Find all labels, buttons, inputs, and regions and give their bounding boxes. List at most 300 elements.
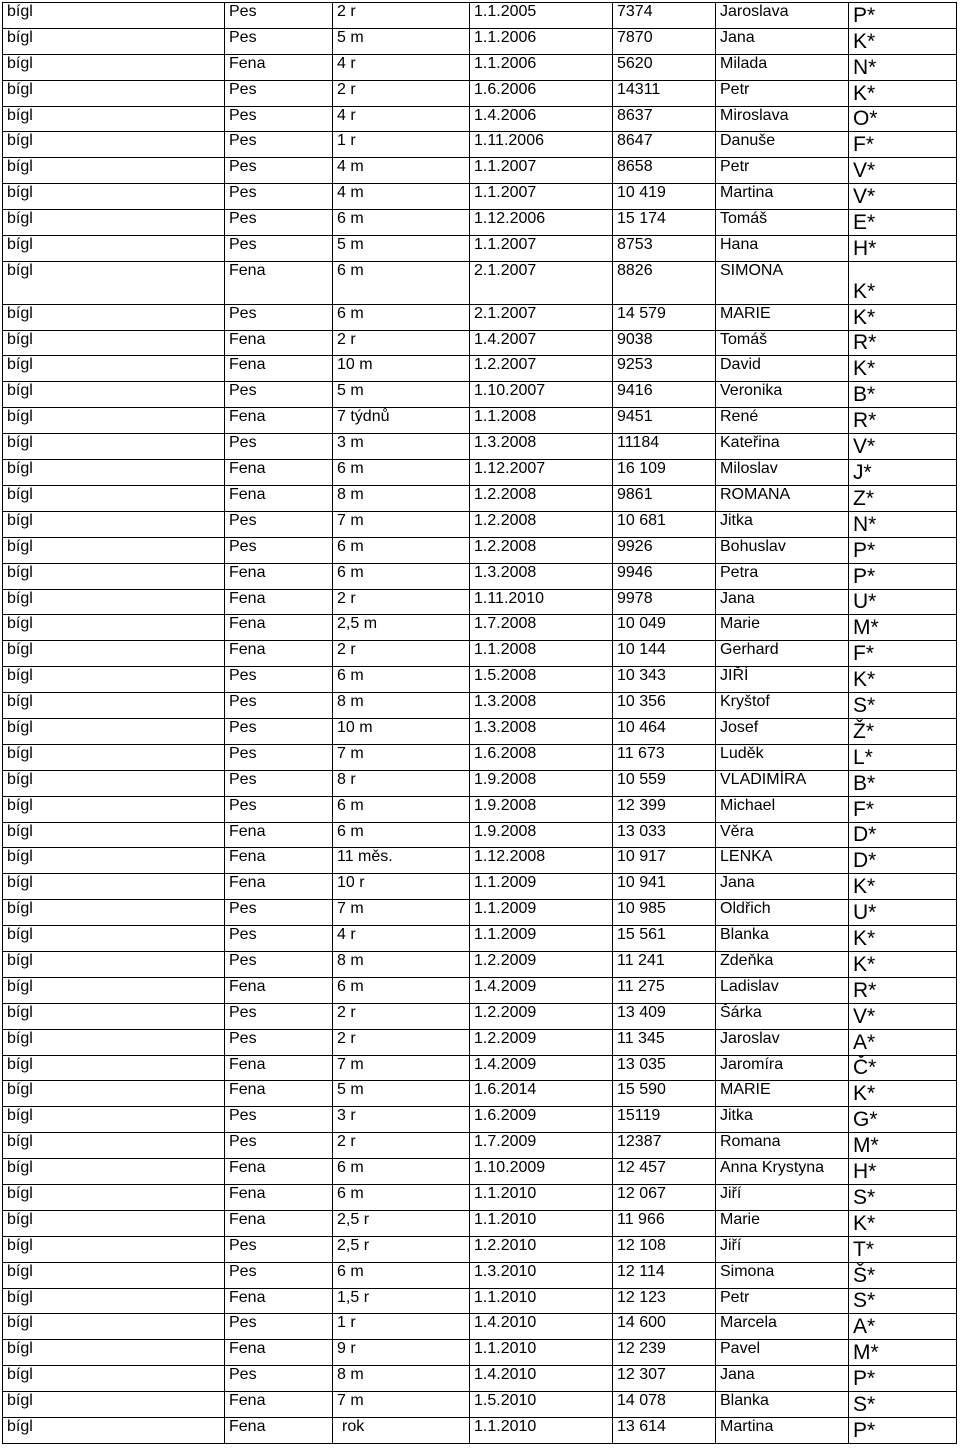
table-row: [3, 1314, 957, 1340]
number-cell: 10 356: [613, 693, 716, 719]
date-cell: 1.3.2010: [470, 1262, 613, 1288]
number-cell: 10 917: [613, 848, 716, 874]
age-cell: 1 r: [333, 1314, 470, 1340]
date-cell: 1.10.2007: [470, 382, 613, 408]
sex-cell: Fena: [225, 615, 333, 641]
number-cell: 12 114: [613, 1262, 716, 1288]
age-cell: 2 r: [333, 1003, 470, 1029]
mark-cell: A*: [849, 1314, 957, 1340]
sex-cell: Pes: [225, 951, 333, 977]
name-cell: Jitka: [716, 1107, 849, 1133]
name-cell: Jana: [716, 589, 849, 615]
breed-cell: bígl: [3, 158, 225, 184]
breed-cell: bígl: [3, 511, 225, 537]
number-cell: 8753: [613, 236, 716, 262]
table-row: [3, 54, 957, 80]
mark-cell: V*: [849, 434, 957, 460]
number-cell: 9978: [613, 589, 716, 615]
age-cell: 4 r: [333, 54, 470, 80]
breed-cell: bígl: [3, 563, 225, 589]
date-cell: 1.3.2008: [470, 563, 613, 589]
breed-cell: bígl: [3, 1314, 225, 1340]
number-cell: 13 033: [613, 822, 716, 848]
number-cell: 7374: [613, 3, 716, 29]
age-cell: 6 m: [333, 796, 470, 822]
breed-cell: bígl: [3, 822, 225, 848]
mark-cell: D*: [849, 822, 957, 848]
age-cell: 6 m: [333, 667, 470, 693]
age-cell: 2 r: [333, 3, 470, 29]
mark-cell: S*: [849, 1392, 957, 1418]
mark-cell: Š*: [849, 1262, 957, 1288]
age-cell: 2 r: [333, 1133, 470, 1159]
sex-cell: Pes: [225, 3, 333, 29]
name-cell: Martina: [716, 184, 849, 210]
mark-cell: U*: [849, 900, 957, 926]
number-cell: 11 345: [613, 1029, 716, 1055]
number-cell: 9416: [613, 382, 716, 408]
date-cell: 1.1.2010: [470, 1184, 613, 1210]
breed-cell: bígl: [3, 1236, 225, 1262]
breed-cell: bígl: [3, 718, 225, 744]
name-cell: René: [716, 408, 849, 434]
age-cell: 5 m: [333, 1081, 470, 1107]
age-cell: 6 m: [333, 210, 470, 236]
breed-cell: bígl: [3, 848, 225, 874]
age-cell: 8 r: [333, 770, 470, 796]
number-cell: 13 409: [613, 1003, 716, 1029]
number-cell: 10 049: [613, 615, 716, 641]
mark-cell: R*: [849, 408, 957, 434]
number-cell: 10 941: [613, 874, 716, 900]
sex-cell: Pes: [225, 1003, 333, 1029]
name-cell: Petr: [716, 80, 849, 106]
sex-cell: Pes: [225, 511, 333, 537]
name-cell: Luděk: [716, 744, 849, 770]
table-row: [3, 1236, 957, 1262]
table-row: [3, 951, 957, 977]
breed-cell: bígl: [3, 537, 225, 563]
age-cell: 4 m: [333, 184, 470, 210]
mark-cell: V*: [849, 158, 957, 184]
sex-cell: Fena: [225, 848, 333, 874]
name-cell: Jaromíra: [716, 1055, 849, 1081]
age-cell: 6 m: [333, 977, 470, 1003]
sex-cell: Pes: [225, 158, 333, 184]
date-cell: 2.1.2007: [470, 304, 613, 330]
table-row: [3, 744, 957, 770]
mark-cell: V*: [849, 184, 957, 210]
date-cell: 1.11.2010: [470, 589, 613, 615]
number-cell: 11 241: [613, 951, 716, 977]
mark-cell: K*: [849, 951, 957, 977]
number-cell: 14311: [613, 80, 716, 106]
sex-cell: Pes: [225, 28, 333, 54]
age-cell: 3 m: [333, 434, 470, 460]
mark-cell: P*: [849, 1418, 957, 1444]
mark-cell: S*: [849, 1184, 957, 1210]
age-cell: 2 r: [333, 80, 470, 106]
breed-cell: bígl: [3, 1159, 225, 1185]
name-cell: Marcela: [716, 1314, 849, 1340]
name-cell: Romana: [716, 1133, 849, 1159]
date-cell: 1.6.2006: [470, 80, 613, 106]
table-row: [3, 796, 957, 822]
number-cell: 10 343: [613, 667, 716, 693]
table-row: [3, 408, 957, 434]
breed-cell: bígl: [3, 132, 225, 158]
date-cell: 1.2.2010: [470, 1236, 613, 1262]
age-cell: 7 týdnů: [333, 408, 470, 434]
date-cell: 1.1.2009: [470, 926, 613, 952]
mark-cell: J*: [849, 460, 957, 486]
number-cell: 14 078: [613, 1392, 716, 1418]
sex-cell: Fena: [225, 1055, 333, 1081]
age-cell: 10 m: [333, 356, 470, 382]
age-cell: 5 m: [333, 382, 470, 408]
age-cell: 2,5 m: [333, 615, 470, 641]
name-cell: VLADIMÍRA: [716, 770, 849, 796]
number-cell: 12 457: [613, 1159, 716, 1185]
sex-cell: Pes: [225, 236, 333, 262]
table-row: [3, 848, 957, 874]
breed-cell: bígl: [3, 304, 225, 330]
age-cell: 6 m: [333, 261, 470, 304]
name-cell: Kateřina: [716, 434, 849, 460]
number-cell: 12 108: [613, 1236, 716, 1262]
name-cell: Marie: [716, 1210, 849, 1236]
table-row: [3, 822, 957, 848]
age-cell: 7 m: [333, 900, 470, 926]
age-cell: 5 m: [333, 28, 470, 54]
breed-cell: bígl: [3, 434, 225, 460]
breed-cell: bígl: [3, 408, 225, 434]
mark-cell: P*: [849, 3, 957, 29]
table-row: [3, 132, 957, 158]
number-cell: 5620: [613, 54, 716, 80]
name-cell: Jana: [716, 28, 849, 54]
number-cell: 9946: [613, 563, 716, 589]
age-cell: 8 m: [333, 1366, 470, 1392]
sex-cell: Fena: [225, 460, 333, 486]
age-cell: 7 m: [333, 1392, 470, 1418]
age-cell: 6 m: [333, 1184, 470, 1210]
table-row: [3, 977, 957, 1003]
mark-cell: M*: [849, 615, 957, 641]
table-row: [3, 563, 957, 589]
date-cell: 1.5.2010: [470, 1392, 613, 1418]
mark-cell: B*: [849, 770, 957, 796]
number-cell: 11 275: [613, 977, 716, 1003]
table-row: [3, 1262, 957, 1288]
mark-cell: K*: [849, 28, 957, 54]
age-cell: 5 m: [333, 236, 470, 262]
name-cell: Gerhard: [716, 641, 849, 667]
age-cell: 7 m: [333, 744, 470, 770]
mark-cell: Ž*: [849, 718, 957, 744]
table-row: [3, 210, 957, 236]
age-cell: 6 m: [333, 563, 470, 589]
number-cell: 12 123: [613, 1288, 716, 1314]
table-row: [3, 184, 957, 210]
table-row: [3, 330, 957, 356]
table-row: [3, 356, 957, 382]
date-cell: 1.1.2008: [470, 641, 613, 667]
sex-cell: Pes: [225, 184, 333, 210]
sex-cell: Fena: [225, 1288, 333, 1314]
age-cell: 6 m: [333, 304, 470, 330]
name-cell: Jana: [716, 1366, 849, 1392]
sex-cell: Pes: [225, 434, 333, 460]
breed-cell: bígl: [3, 1366, 225, 1392]
date-cell: 1.1.2009: [470, 874, 613, 900]
number-cell: 7870: [613, 28, 716, 54]
number-cell: 12 239: [613, 1340, 716, 1366]
sex-cell: Pes: [225, 900, 333, 926]
age-cell: 6 m: [333, 822, 470, 848]
breed-cell: bígl: [3, 926, 225, 952]
table-row: [3, 770, 957, 796]
age-cell: 6 m: [333, 1159, 470, 1185]
mark-cell: U*: [849, 589, 957, 615]
date-cell: 1.1.2010: [470, 1210, 613, 1236]
sex-cell: Pes: [225, 1133, 333, 1159]
age-cell: 8 m: [333, 951, 470, 977]
breed-cell: bígl: [3, 1055, 225, 1081]
date-cell: 1.9.2008: [470, 770, 613, 796]
age-cell: 4 m: [333, 158, 470, 184]
name-cell: David: [716, 356, 849, 382]
age-cell: 1,5 r: [333, 1288, 470, 1314]
mark-cell: K*: [849, 667, 957, 693]
table-row: [3, 28, 957, 54]
age-cell: 6 m: [333, 460, 470, 486]
breed-cell: bígl: [3, 382, 225, 408]
number-cell: 14 600: [613, 1314, 716, 1340]
mark-cell: F*: [849, 641, 957, 667]
breed-cell: bígl: [3, 589, 225, 615]
breed-cell: bígl: [3, 667, 225, 693]
date-cell: 1.6.2009: [470, 1107, 613, 1133]
age-cell: 10 r: [333, 874, 470, 900]
sex-cell: Pes: [225, 1262, 333, 1288]
mark-cell: H*: [849, 236, 957, 262]
breed-cell: bígl: [3, 1029, 225, 1055]
sex-cell: Pes: [225, 1314, 333, 1340]
table-row: [3, 641, 957, 667]
mark-cell: K*: [849, 304, 957, 330]
name-cell: ROMANA: [716, 485, 849, 511]
date-cell: 1.2.2008: [470, 485, 613, 511]
date-cell: 1.2.2009: [470, 951, 613, 977]
mark-cell: P*: [849, 537, 957, 563]
age-cell: 4 r: [333, 106, 470, 132]
number-cell: 9926: [613, 537, 716, 563]
age-cell: 2 r: [333, 589, 470, 615]
breed-cell: bígl: [3, 770, 225, 796]
mark-cell: K*: [849, 874, 957, 900]
number-cell: 11 673: [613, 744, 716, 770]
name-cell: LENKA: [716, 848, 849, 874]
mark-cell: Z*: [849, 485, 957, 511]
breed-cell: bígl: [3, 236, 225, 262]
date-cell: 1.2.2008: [470, 511, 613, 537]
date-cell: 1.1.2009: [470, 900, 613, 926]
name-cell: Pavel: [716, 1340, 849, 1366]
name-cell: MARIE: [716, 304, 849, 330]
breed-cell: bígl: [3, 460, 225, 486]
mark-cell: G*: [849, 1107, 957, 1133]
name-cell: Miloslav: [716, 460, 849, 486]
table-row: [3, 1210, 957, 1236]
number-cell: 15 561: [613, 926, 716, 952]
date-cell: 1.1.2007: [470, 236, 613, 262]
sex-cell: Pes: [225, 1236, 333, 1262]
date-cell: 1.7.2009: [470, 1133, 613, 1159]
breed-cell: bígl: [3, 28, 225, 54]
date-cell: 1.1.2006: [470, 28, 613, 54]
number-cell: 8826: [613, 261, 716, 304]
table-row: [3, 1107, 957, 1133]
table-row: [3, 485, 957, 511]
table-row: [3, 693, 957, 719]
sex-cell: Pes: [225, 926, 333, 952]
table-row: [3, 261, 957, 304]
table-row: [3, 1184, 957, 1210]
sex-cell: Fena: [225, 356, 333, 382]
date-cell: 1.12.2007: [470, 460, 613, 486]
age-cell: 8 m: [333, 693, 470, 719]
name-cell: Jaroslav: [716, 1029, 849, 1055]
breed-cell: bígl: [3, 184, 225, 210]
name-cell: Zdeňka: [716, 951, 849, 977]
number-cell: 15 590: [613, 1081, 716, 1107]
age-cell: 10 m: [333, 718, 470, 744]
number-cell: 10 681: [613, 511, 716, 537]
sex-cell: Pes: [225, 304, 333, 330]
sex-cell: Fena: [225, 822, 333, 848]
sex-cell: Pes: [225, 718, 333, 744]
date-cell: 1.9.2008: [470, 796, 613, 822]
table-row: [3, 1159, 957, 1185]
sex-cell: Fena: [225, 589, 333, 615]
breed-cell: bígl: [3, 261, 225, 304]
date-cell: 2.1.2007: [470, 261, 613, 304]
date-cell: 1.1.2005: [470, 3, 613, 29]
table-row: [3, 1366, 957, 1392]
table-row: [3, 434, 957, 460]
table-row: [3, 304, 957, 330]
number-cell: 13 035: [613, 1055, 716, 1081]
breed-cell: bígl: [3, 1003, 225, 1029]
number-cell: 10 559: [613, 770, 716, 796]
sex-cell: Pes: [225, 80, 333, 106]
date-cell: 1.12.2006: [470, 210, 613, 236]
breed-cell: bígl: [3, 977, 225, 1003]
name-cell: Tomáš: [716, 330, 849, 356]
sex-cell: Fena: [225, 874, 333, 900]
sex-cell: Fena: [225, 563, 333, 589]
table-row: [3, 1288, 957, 1314]
sex-cell: Fena: [225, 485, 333, 511]
age-cell: 7 m: [333, 511, 470, 537]
sex-cell: Pes: [225, 744, 333, 770]
age-cell: 2 r: [333, 641, 470, 667]
table-row: [3, 718, 957, 744]
number-cell: 9253: [613, 356, 716, 382]
number-cell: 8658: [613, 158, 716, 184]
date-cell: 1.4.2007: [470, 330, 613, 356]
mark-cell: K*: [849, 1081, 957, 1107]
number-cell: 10 144: [613, 641, 716, 667]
breed-cell: bígl: [3, 80, 225, 106]
mark-cell: V*: [849, 1003, 957, 1029]
mark-cell: Č*: [849, 1055, 957, 1081]
number-cell: 15 174: [613, 210, 716, 236]
table-row: [3, 80, 957, 106]
name-cell: Šárka: [716, 1003, 849, 1029]
name-cell: Josef: [716, 718, 849, 744]
number-cell: 12 067: [613, 1184, 716, 1210]
date-cell: 1.7.2008: [470, 615, 613, 641]
mark-cell: E*: [849, 210, 957, 236]
date-cell: 1.1.2010: [470, 1418, 613, 1444]
mark-cell: H*: [849, 1159, 957, 1185]
table-row: [3, 511, 957, 537]
age-cell: 4 r: [333, 926, 470, 952]
date-cell: 1.1.2010: [470, 1340, 613, 1366]
breed-cell: bígl: [3, 1133, 225, 1159]
name-cell: Věra: [716, 822, 849, 848]
name-cell: Michael: [716, 796, 849, 822]
mark-cell: F*: [849, 132, 957, 158]
name-cell: Martina: [716, 1418, 849, 1444]
name-cell: Danuše: [716, 132, 849, 158]
table-row: [3, 1392, 957, 1418]
table-row: [3, 158, 957, 184]
age-cell: 2 r: [333, 330, 470, 356]
breed-cell: bígl: [3, 693, 225, 719]
date-cell: 1.2.2009: [470, 1003, 613, 1029]
table-row: [3, 460, 957, 486]
breed-cell: bígl: [3, 1107, 225, 1133]
breed-cell: bígl: [3, 1184, 225, 1210]
table-row: [3, 926, 957, 952]
age-cell: rok: [333, 1418, 470, 1444]
date-cell: 1.9.2008: [470, 822, 613, 848]
age-cell: 7 m: [333, 1055, 470, 1081]
mark-cell: F*: [849, 796, 957, 822]
sex-cell: Fena: [225, 54, 333, 80]
name-cell: Ladislav: [716, 977, 849, 1003]
mark-cell: K*: [849, 261, 957, 304]
breed-cell: bígl: [3, 900, 225, 926]
table-row: [3, 1081, 957, 1107]
name-cell: Jiří: [716, 1184, 849, 1210]
date-cell: 1.4.2006: [470, 106, 613, 132]
breed-cell: bígl: [3, 1340, 225, 1366]
table-body: [3, 3, 957, 1444]
name-cell: JIŘÍ: [716, 667, 849, 693]
name-cell: Miroslava: [716, 106, 849, 132]
sex-cell: Fena: [225, 261, 333, 304]
sex-cell: Fena: [225, 1418, 333, 1444]
mark-cell: K*: [849, 926, 957, 952]
number-cell: 9038: [613, 330, 716, 356]
sex-cell: Pes: [225, 1366, 333, 1392]
mark-cell: N*: [849, 54, 957, 80]
breed-cell: bígl: [3, 330, 225, 356]
